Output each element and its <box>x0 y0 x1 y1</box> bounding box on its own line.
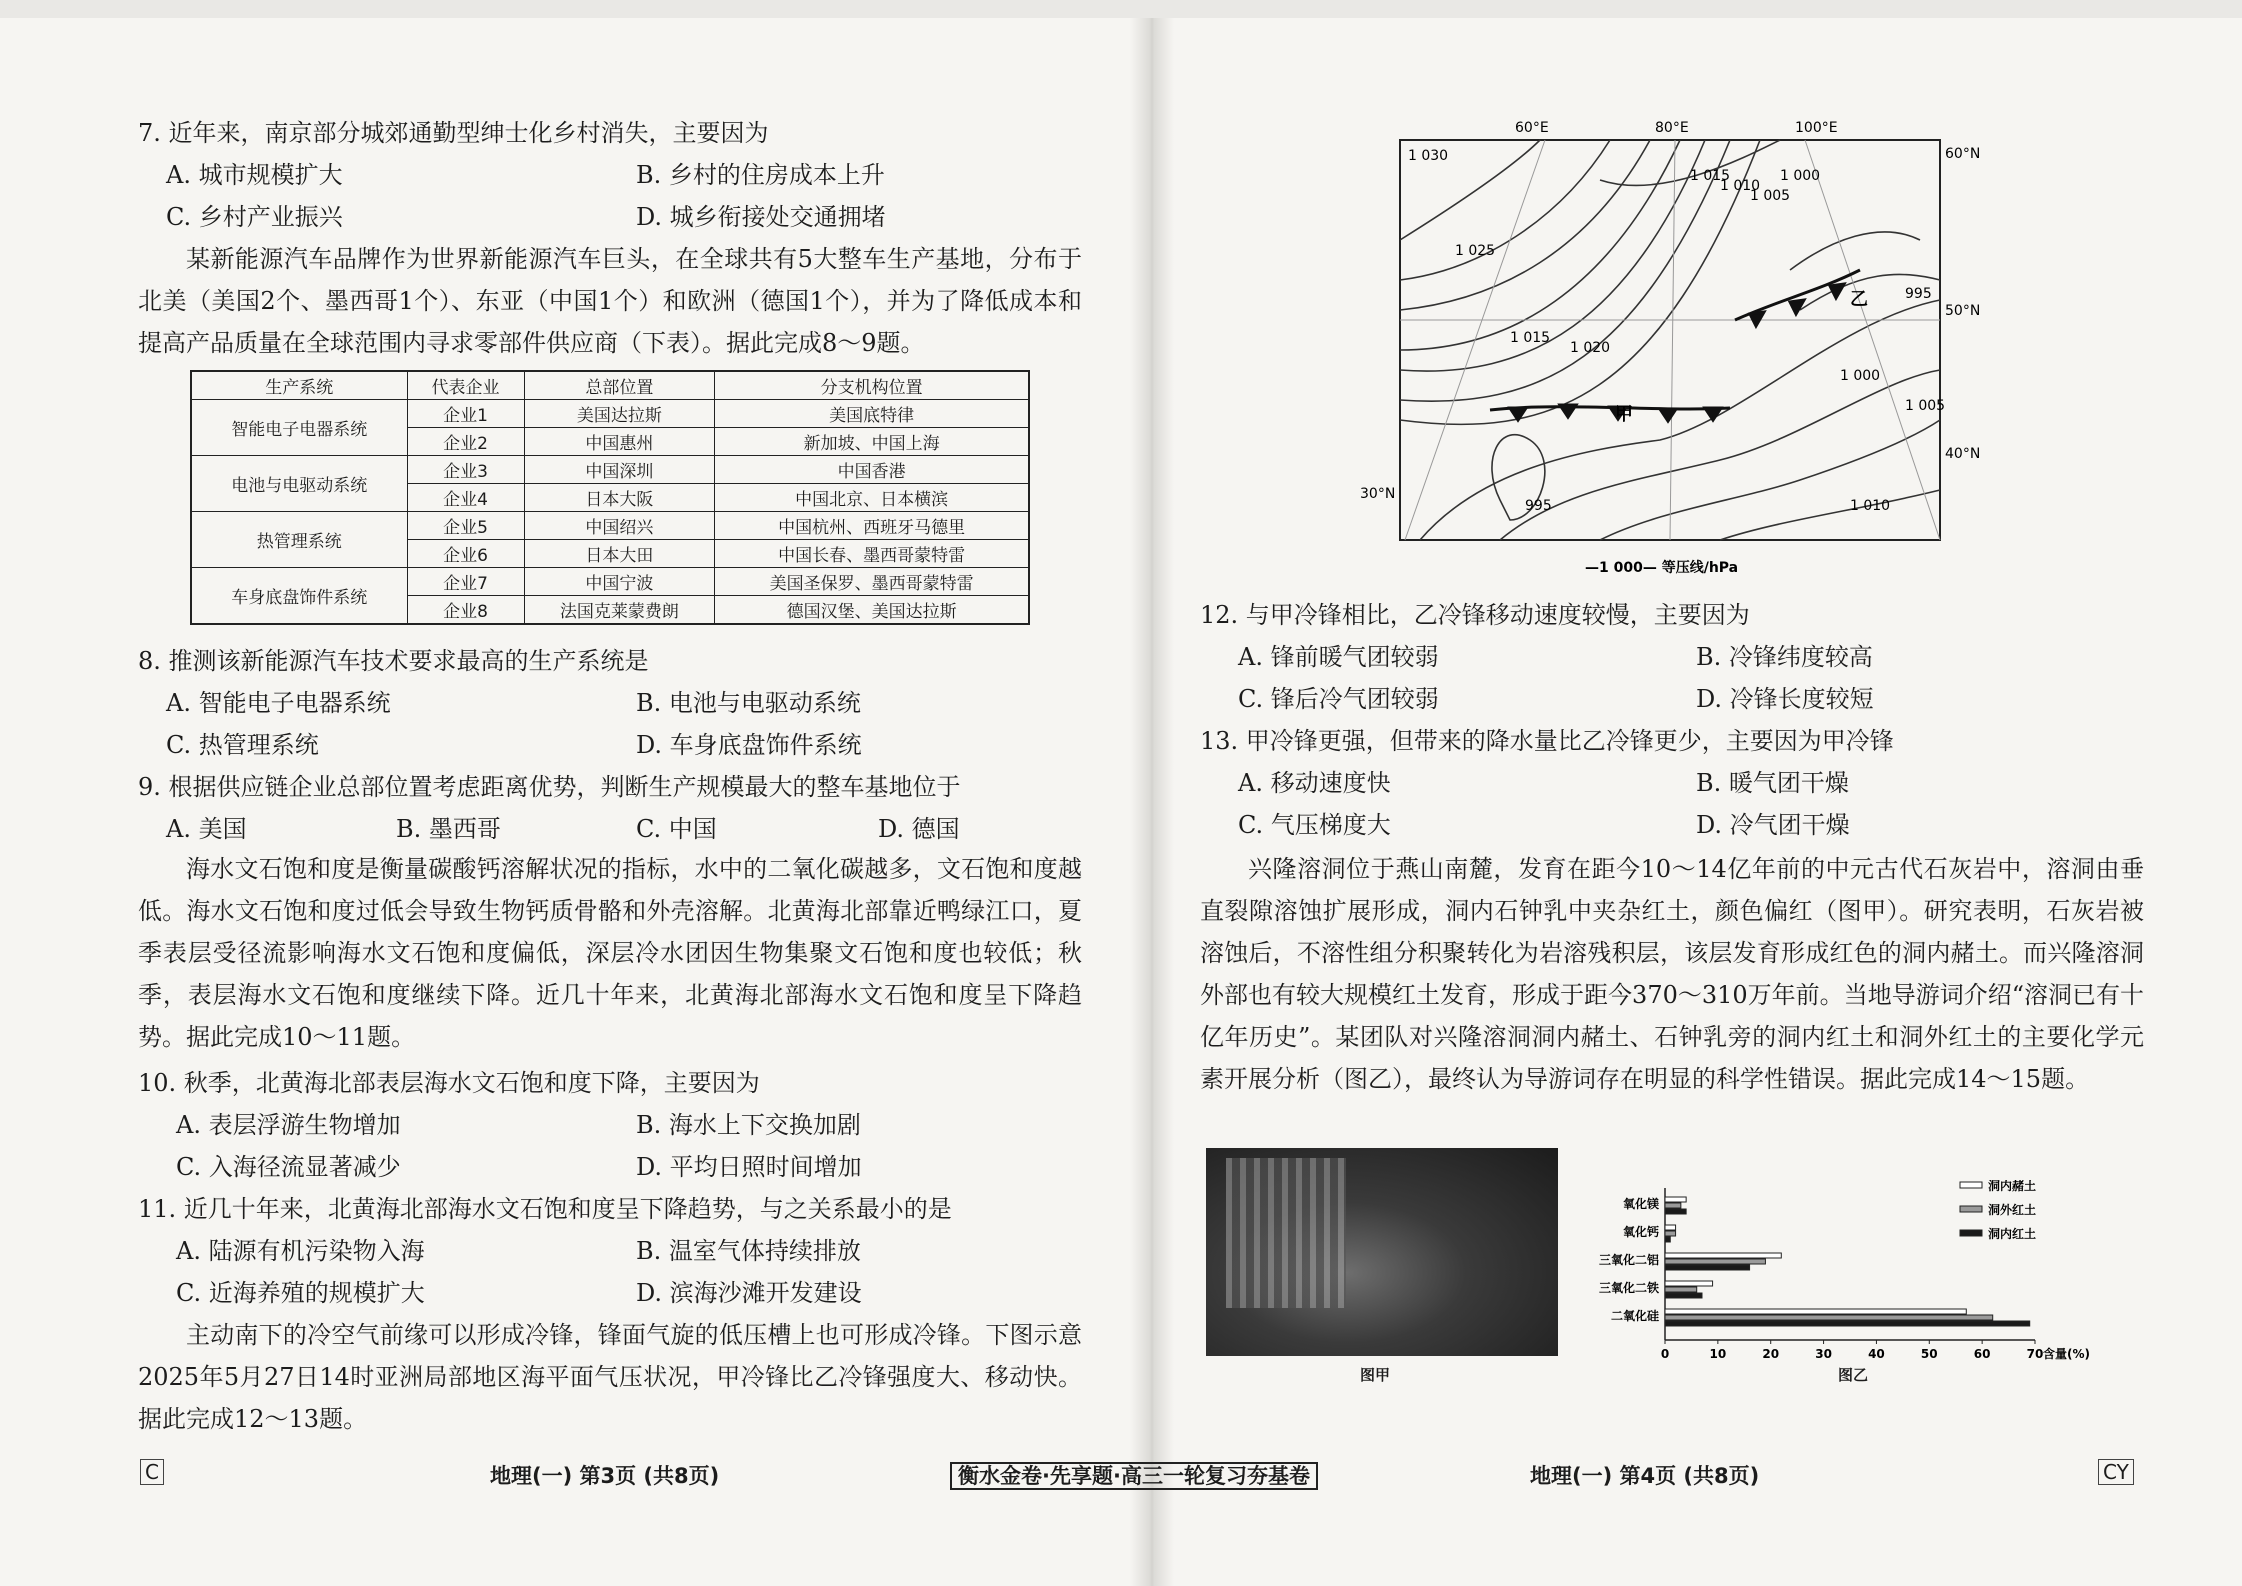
bar <box>1665 1287 1697 1292</box>
table-cell: 新加坡、中国上海 <box>715 428 1029 456</box>
table-cell: 法国克莱蒙费朗 <box>524 596 715 625</box>
bar <box>1665 1293 1702 1298</box>
category-label: 三氧化二铁 <box>1598 1281 1659 1295</box>
table-header: 生产系统 <box>191 371 407 400</box>
isobar-label: 1 020 <box>1570 340 1611 356</box>
table-cell: 企业8 <box>407 596 524 625</box>
isobar-label: 1 005 <box>1750 188 1791 204</box>
cold-front-yi <box>1735 270 1860 326</box>
q13-option-b: B. 暖气团干燥 <box>1696 769 1849 797</box>
isobar-label: 1 005 <box>1905 398 1946 414</box>
graticule <box>1400 140 1940 540</box>
isobar-label: 1 015 <box>1690 168 1731 184</box>
q7-option-b: B. 乡村的住房成本上升 <box>636 161 885 189</box>
intro-12-13: 主动南下的冷空气前缘可以形成冷锋，锋面气旋的低压槽上也可形成冷锋。下图示意2025年5月27日14时亚洲局部地区海平面气压状况，甲冷锋比乙冷锋强度大、移动快。据此完成12～13题。 <box>138 1321 1082 1433</box>
legend-label: 洞内红土 <box>1988 1227 2037 1241</box>
x-tick-label: 50 <box>1920 1347 1938 1361</box>
bar <box>1665 1321 2030 1326</box>
lat-label: 40°N <box>1945 446 1981 462</box>
category-label: 二氧化硅 <box>1610 1309 1659 1323</box>
table-cell: 中国深圳 <box>524 456 715 484</box>
bar <box>1665 1309 1966 1314</box>
q7-stem: 7. 近年来，南京部分城郊通勤型绅士化乡村消失，主要因为 <box>138 119 769 147</box>
x-tick-label: 0 <box>1660 1347 1670 1361</box>
isobar-label: 1 010 <box>1720 178 1761 194</box>
left-code-badge: C <box>140 1459 164 1485</box>
intro-10-11: 海水文石饱和度是衡量碳酸钙溶解状况的指标，水中的二氧化碳越多，文石饱和度越低。海水文石饱和度过低会导致生物钙质骨骼和外壳溶解。北黄海北部靠近鸭绿江口，夏季表层受径流影响海水文石饱和度偏低，深层冷水团因生物集聚文石饱和度也较低；秋季，表层海水文石饱和度继续下降。近几十年来，北黄海北部海水文石饱和度呈下降趋势。据此完成10～11题。 <box>138 855 1082 1051</box>
table-system: 热管理系统 <box>191 512 407 568</box>
q10-option-b: B. 海水上下交换加剧 <box>636 1111 861 1139</box>
q8-option-b: B. 电池与电驱动系统 <box>636 689 861 717</box>
x-axis-label: 含量(%) <box>2043 1347 2090 1361</box>
isobar-label: 1 010 <box>1850 498 1891 514</box>
fig-a-caption: 图甲 <box>1360 1366 1391 1384</box>
q11-stem: 11. 近几十年来，北黄海北部海水文石饱和度呈下降趋势，与之关系最小的是 <box>138 1195 952 1223</box>
bar <box>1665 1231 1676 1236</box>
lon-label: 100°E <box>1795 120 1838 136</box>
isobar-label: 1 030 <box>1408 148 1449 164</box>
table-cell: 美国圣保罗、墨西哥蒙特雷 <box>715 568 1029 596</box>
cold-front-jia <box>1490 405 1730 421</box>
cave-photo <box>1206 1148 1558 1356</box>
table-cell: 企业7 <box>407 568 524 596</box>
table-cell: 企业3 <box>407 456 524 484</box>
x-tick-label: 40 <box>1868 1347 1885 1361</box>
x-tick-label: 70 <box>2026 1347 2044 1361</box>
table-cell: 企业6 <box>407 540 524 568</box>
table-cell: 企业1 <box>407 400 524 428</box>
intro-14-15: 兴隆溶洞位于燕山南麓，发育在距今10～14亿年前的中元古代石灰岩中，溶洞由垂直裂隙溶蚀扩展形成，洞内石钟乳中夹杂红土，颜色偏红（图甲）。研究表明，石灰岩被溶蚀后，不溶性组分积聚转化为岩溶残积层，该层发育形成红色的洞内赭土。而兴隆溶洞外部也有较大规模红土发育，形成于距今370～310万年前。当地导游词介绍“溶洞已有十亿年历史”。某团队对兴隆溶洞洞内赭土、石钟乳旁的洞内红土和洞外红土的主要化学元素开展分析（图乙），最终认为导游词存在明显的科学性错误。据此完成14～15题。 <box>1200 855 2144 1093</box>
isobar-label: 1 000 <box>1840 368 1881 384</box>
q10-option-c: C. 入海径流显著减少 <box>176 1153 401 1181</box>
lon-label: 60°E <box>1515 120 1549 136</box>
q13-option-c: C. 气压梯度大 <box>1238 811 1391 839</box>
legend-swatch <box>1960 1230 1982 1236</box>
table-cell: 德国汉堡、美国达拉斯 <box>715 596 1029 625</box>
q9-option-b: B. 墨西哥 <box>396 815 501 843</box>
bar <box>1665 1237 1670 1242</box>
lat-label: 30°N <box>1360 486 1396 502</box>
lat-label: 50°N <box>1945 303 1981 319</box>
table-cell: 中国香港 <box>715 456 1029 484</box>
table-header: 代表企业 <box>407 371 524 400</box>
legend-label: 洞内赭土 <box>1988 1180 2037 1193</box>
q12-option-a: A. 锋前暖气团较弱 <box>1238 643 1439 671</box>
brand-label: 衡水金卷·先享题·高三一轮复习夯基卷 <box>950 1462 1318 1490</box>
table-cell: 美国底特律 <box>715 400 1029 428</box>
map-legend: —1 000— 等压线/hPa <box>1585 560 1739 576</box>
table-cell: 中国长春、墨西哥蒙特雷 <box>715 540 1029 568</box>
table-header: 分支机构位置 <box>715 371 1029 400</box>
q13-option-a: A. 移动速度快 <box>1238 769 1391 797</box>
bar <box>1665 1253 1781 1258</box>
q10-option-d: D. 平均日照时间增加 <box>636 1153 862 1181</box>
bar <box>1665 1197 1686 1202</box>
supplier-table <box>190 370 1030 625</box>
isobar-lines <box>1400 140 1940 540</box>
q8-option-d: D. 车身底盘饰件系统 <box>636 731 862 759</box>
bar <box>1665 1315 1993 1320</box>
left-footer: 地理(一) 第3页 (共8页) <box>490 1464 720 1488</box>
center-footer <box>950 1460 1318 1490</box>
q9-option-d: D. 德国 <box>878 815 960 843</box>
q11-option-d: D. 滨海沙滩开发建设 <box>636 1279 862 1307</box>
isobar-label: 1 000 <box>1780 168 1821 184</box>
q11-option-a: A. 陆源有机污染物入海 <box>176 1237 425 1265</box>
legend-label: 洞外红土 <box>1988 1203 2037 1217</box>
chem-bar-chart <box>1570 1180 2090 1380</box>
bar <box>1665 1265 1750 1270</box>
table-cell: 中国惠州 <box>524 428 715 456</box>
category-label: 氧化镁 <box>1622 1197 1659 1211</box>
q8-option-c: C. 热管理系统 <box>166 731 319 759</box>
q12-option-b: B. 冷锋纬度较高 <box>1696 643 1873 671</box>
bar <box>1665 1209 1686 1214</box>
isobar-label: 1 025 <box>1455 243 1496 259</box>
q8-option-a: A. 智能电子电器系统 <box>166 689 391 717</box>
front-label-jia: 甲 <box>1615 404 1633 425</box>
x-tick-label: 30 <box>1815 1347 1832 1361</box>
table-cell: 中国北京、日本横滨 <box>715 484 1029 512</box>
table-cell: 中国杭州、西班牙马德里 <box>715 512 1029 540</box>
table-system: 智能电子电器系统 <box>191 400 407 456</box>
table-cell: 中国绍兴 <box>524 512 715 540</box>
table-cell: 日本大田 <box>524 540 715 568</box>
q7-option-a: A. 城市规模扩大 <box>166 161 343 189</box>
lat-label: 60°N <box>1945 146 1981 162</box>
q9-option-a: A. 美国 <box>166 815 247 843</box>
q12-option-c: C. 锋后冷气团较弱 <box>1238 685 1439 713</box>
x-tick-label: 60 <box>1973 1347 1991 1361</box>
table-cell: 中国宁波 <box>524 568 715 596</box>
q12-stem: 12. 与甲冷锋相比，乙冷锋移动速度较慢，主要因为 <box>1200 601 1750 629</box>
category-label: 氧化钙 <box>1622 1225 1659 1239</box>
table-cell: 企业2 <box>407 428 524 456</box>
isobar-map <box>1360 120 2000 580</box>
front-label-yi: 乙 <box>1850 289 1868 310</box>
map-frame <box>1400 140 1940 540</box>
q10-stem: 10. 秋季，北黄海北部表层海水文石饱和度下降，主要因为 <box>138 1069 760 1097</box>
table-cell: 日本大阪 <box>524 484 715 512</box>
bar <box>1665 1225 1676 1230</box>
q13-stem: 13. 甲冷锋更强，但带来的降水量比乙冷锋更少，主要因为甲冷锋 <box>1200 727 1894 755</box>
right-code-badge: CY <box>2098 1459 2134 1485</box>
q10-option-a: A. 表层浮游生物增加 <box>176 1111 401 1139</box>
q8-stem: 8. 推测该新能源汽车技术要求最高的生产系统是 <box>138 647 649 675</box>
bar <box>1665 1259 1765 1264</box>
page-fold <box>1130 18 1174 1586</box>
legend-swatch <box>1960 1206 1982 1212</box>
table-cell: 企业4 <box>407 484 524 512</box>
isobar-label: 995 <box>1525 498 1552 514</box>
isobar-label: 1 015 <box>1510 330 1551 346</box>
q7-option-c: C. 乡村产业振兴 <box>166 203 343 231</box>
bar <box>1665 1203 1681 1208</box>
legend-swatch <box>1960 1182 1982 1188</box>
table-system: 电池与电驱动系统 <box>191 456 407 512</box>
right-footer: 地理(一) 第4页 (共8页) <box>1530 1464 1760 1488</box>
lon-label: 80°E <box>1655 120 1689 136</box>
table-cell: 美国达拉斯 <box>524 400 715 428</box>
q11-option-b: B. 温室气体持续排放 <box>636 1237 861 1265</box>
q9-option-c: C. 中国 <box>636 815 717 843</box>
q11-option-c: C. 近海养殖的规模扩大 <box>176 1279 425 1307</box>
bar <box>1665 1281 1713 1286</box>
q7-option-d: D. 城乡衔接处交通拥堵 <box>636 203 886 231</box>
isobar-label: 995 <box>1905 286 1932 302</box>
intro-8-9: 某新能源汽车品牌作为世界新能源汽车巨头，在全球共有5大整车生产基地，分布于北美（美国2个、墨西哥1个）、东亚（中国1个）和欧洲（德国1个），并为了降低成本和提高产品质量在全球范围内寻求零部件供应商（下表）。据此完成8～9题。 <box>138 245 1082 357</box>
x-tick-label: 10 <box>1709 1347 1727 1361</box>
table-header: 总部位置 <box>524 371 715 400</box>
table-cell: 企业5 <box>407 512 524 540</box>
q13-option-d: D. 冷气团干燥 <box>1696 811 1850 839</box>
category-label: 三氧化二铝 <box>1598 1253 1659 1267</box>
q12-option-d: D. 冷锋长度较短 <box>1696 685 1874 713</box>
table-system: 车身底盘饰件系统 <box>191 568 407 625</box>
x-tick-label: 20 <box>1762 1347 1780 1361</box>
q9-stem: 9. 根据供应链企业总部位置考虑距离优势，判断生产规模最大的整车基地位于 <box>138 773 961 801</box>
fig-b-caption: 图乙 <box>1838 1366 1869 1384</box>
